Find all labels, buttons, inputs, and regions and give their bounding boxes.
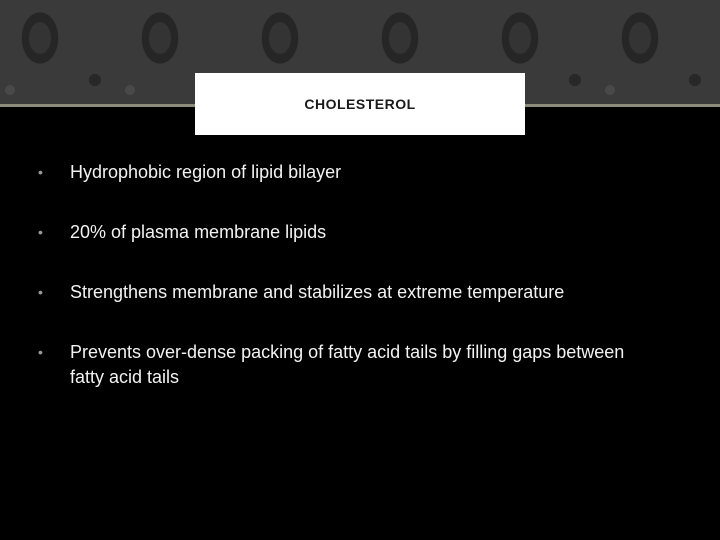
bullet-text: Strengthens membrane and stabilizes at extreme temperature xyxy=(70,282,565,302)
bullet-marker: • xyxy=(38,164,43,180)
bullet-text: 20% of plasma membrane lipids xyxy=(70,222,327,242)
bullet-marker: • xyxy=(38,224,43,240)
bullet-marker: • xyxy=(38,344,43,360)
title-box xyxy=(195,73,525,135)
bullet-text: Prevents over-dense packing of fatty acid tails by filling gaps between fatty acid tails xyxy=(70,342,625,387)
bullet-list xyxy=(38,160,658,425)
bullet-item xyxy=(38,280,658,305)
slide-title: CHOLESTEROL xyxy=(304,96,416,112)
bullet-marker: • xyxy=(38,284,43,300)
bullet-text: Hydrophobic region of lipid bilayer xyxy=(70,162,342,182)
bullet-item xyxy=(38,340,658,390)
bullet-item xyxy=(38,220,658,245)
bullet-item xyxy=(38,160,658,185)
